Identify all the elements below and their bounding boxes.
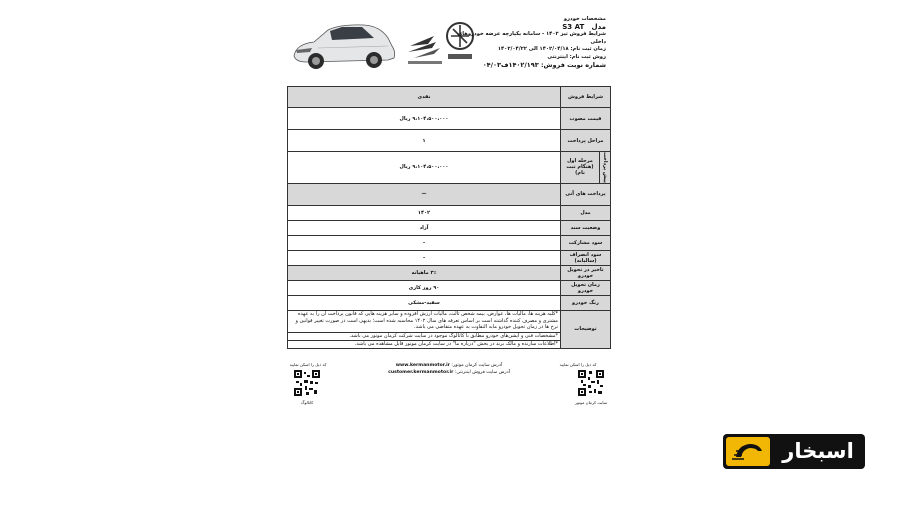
row-value: - xyxy=(288,235,561,250)
row-label: وضعیت سند xyxy=(561,220,611,235)
row-value: ۹،۱۰۴،۵۰۰،۰۰۰ ریال xyxy=(288,152,561,184)
qr-code-catalog[interactable] xyxy=(294,370,320,396)
row-label: سود انصراف (سالیانه) xyxy=(561,250,611,265)
table-row xyxy=(288,280,611,295)
qr-code-website[interactable] xyxy=(578,370,604,396)
website-caption: سایت کرمان موتور xyxy=(575,400,607,405)
row-group-label: پیش پرداخت xyxy=(600,152,611,184)
table-row xyxy=(288,108,611,130)
notes-label: توضیحات xyxy=(561,310,611,348)
row-label: مراحل پرداخت xyxy=(561,130,611,152)
table-row xyxy=(288,183,611,205)
table-row xyxy=(288,130,611,152)
row-value: — xyxy=(288,183,561,205)
row-value: ۹،۱۰۴،۵۰۰،۰۰۰ ریال xyxy=(288,108,561,130)
row-value: ۱۴۰۲ xyxy=(288,205,561,220)
row-label: رنگ خودرو xyxy=(561,295,611,310)
doc-title: مشخصات خودرو xyxy=(563,16,606,22)
asbkhar-brand-logo xyxy=(723,434,865,469)
registration-method-line: روش ثبت نام: اینترنتی xyxy=(547,53,606,60)
note-item: *مشخصات فنی و آپشن‌های خودرو مطابق با کاتالوگ موجود در سایت شرکت کرمان موتور می باشد. xyxy=(287,332,561,340)
model-line xyxy=(456,24,606,32)
table-row xyxy=(288,152,611,184)
table-row xyxy=(288,265,611,280)
row-label: زمان تحویل خودرو xyxy=(561,280,611,295)
table-row xyxy=(288,220,611,235)
spec-sheet xyxy=(284,10,614,415)
registration-time-line: زمان ثبت نام: ۱۴۰۲/۰۴/۱۸ الی ۱۴۰۲/۰۴/۲۲ xyxy=(497,46,606,53)
row-value: ۹۰ روز کاری xyxy=(288,280,561,295)
row-label: مرحله اول (هنگام ثبت نام) xyxy=(561,152,600,184)
table-row xyxy=(288,87,611,108)
brand-name: اسبخار xyxy=(782,439,854,463)
row-value: سفید-مشکی xyxy=(288,295,561,310)
table-row-notes xyxy=(288,310,611,348)
table-row xyxy=(288,295,611,310)
car-image xyxy=(288,16,398,74)
row-label: پرداخت های آتی xyxy=(561,183,611,205)
footer-addresses xyxy=(374,362,524,376)
site-label: آدرس سایت کرمان موتور: xyxy=(451,363,503,368)
spec-table xyxy=(287,86,611,349)
site-link[interactable]: www.kermanmotor.ir xyxy=(395,363,450,368)
note-item: *اطلاعات سازنده و مالک برند در بخش "درباره ما" در سایت کرمان موتور قابل مشاهده می باشد. xyxy=(287,340,561,348)
sale-turn-line: شماره نوبت فروش: ۱۴۰۲/۱۹۳ف۰۴/۰۳ xyxy=(482,60,606,69)
sale-conditions-line: شرایط فروش تیر ۱۴۰۲ - سامانه یکپارچه عرضه خودروهای داخلی xyxy=(457,31,606,45)
header-info xyxy=(456,16,606,69)
table-row xyxy=(288,250,611,265)
table-row xyxy=(288,235,611,250)
row-value: - xyxy=(288,250,561,265)
row-value: نقدی xyxy=(288,87,561,108)
row-label: شرایط فروش xyxy=(561,87,611,108)
catalog-caption: کاتالوگ xyxy=(300,400,314,405)
horse-icon xyxy=(726,437,770,466)
row-label: قیمت مصوب xyxy=(561,108,611,130)
row-label: سود مشارکت xyxy=(561,235,611,250)
notes-cell xyxy=(288,310,561,348)
sales-link[interactable]: customer.kermanmotor.ir xyxy=(388,370,454,375)
row-label: مدل xyxy=(561,205,611,220)
row-value: آزاد xyxy=(288,220,561,235)
note-item: *کلیه هزینه ها، مالیات ها، عوارض، بیمه شخص ثالث، مالیات ارزش افزوده و سایر هزینه هایی که قانون پرداخت آن را به عهده مشتری و مصرف کننده گذاشته است بر اساس تعرفه های سال ۱۴۰۲ محاسبه شده است؛ بدیهی است در صورت تغییر قوانین و نرخ ها در زمان تحویل خودرو مابه التفاوت به عهده متقاضی می باشد. xyxy=(295,310,558,331)
row-value: ۳٪ ماهیانه xyxy=(288,265,561,280)
scan-caption-right: کد ذیل را اسکن نمایید xyxy=(559,362,597,367)
scan-caption-left: کد ذیل را اسکن نمایید xyxy=(289,362,327,367)
kerman-motor-logo xyxy=(404,28,446,68)
table-row xyxy=(288,205,611,220)
model-label: مدل xyxy=(591,22,606,31)
model-value: S3 AT xyxy=(562,22,585,31)
row-label: تاخیر در تحویل خودرو xyxy=(561,265,611,280)
sales-label: آدرس سایت فروش اینترنتی: xyxy=(454,370,510,375)
row-value: ۱ xyxy=(288,130,561,152)
